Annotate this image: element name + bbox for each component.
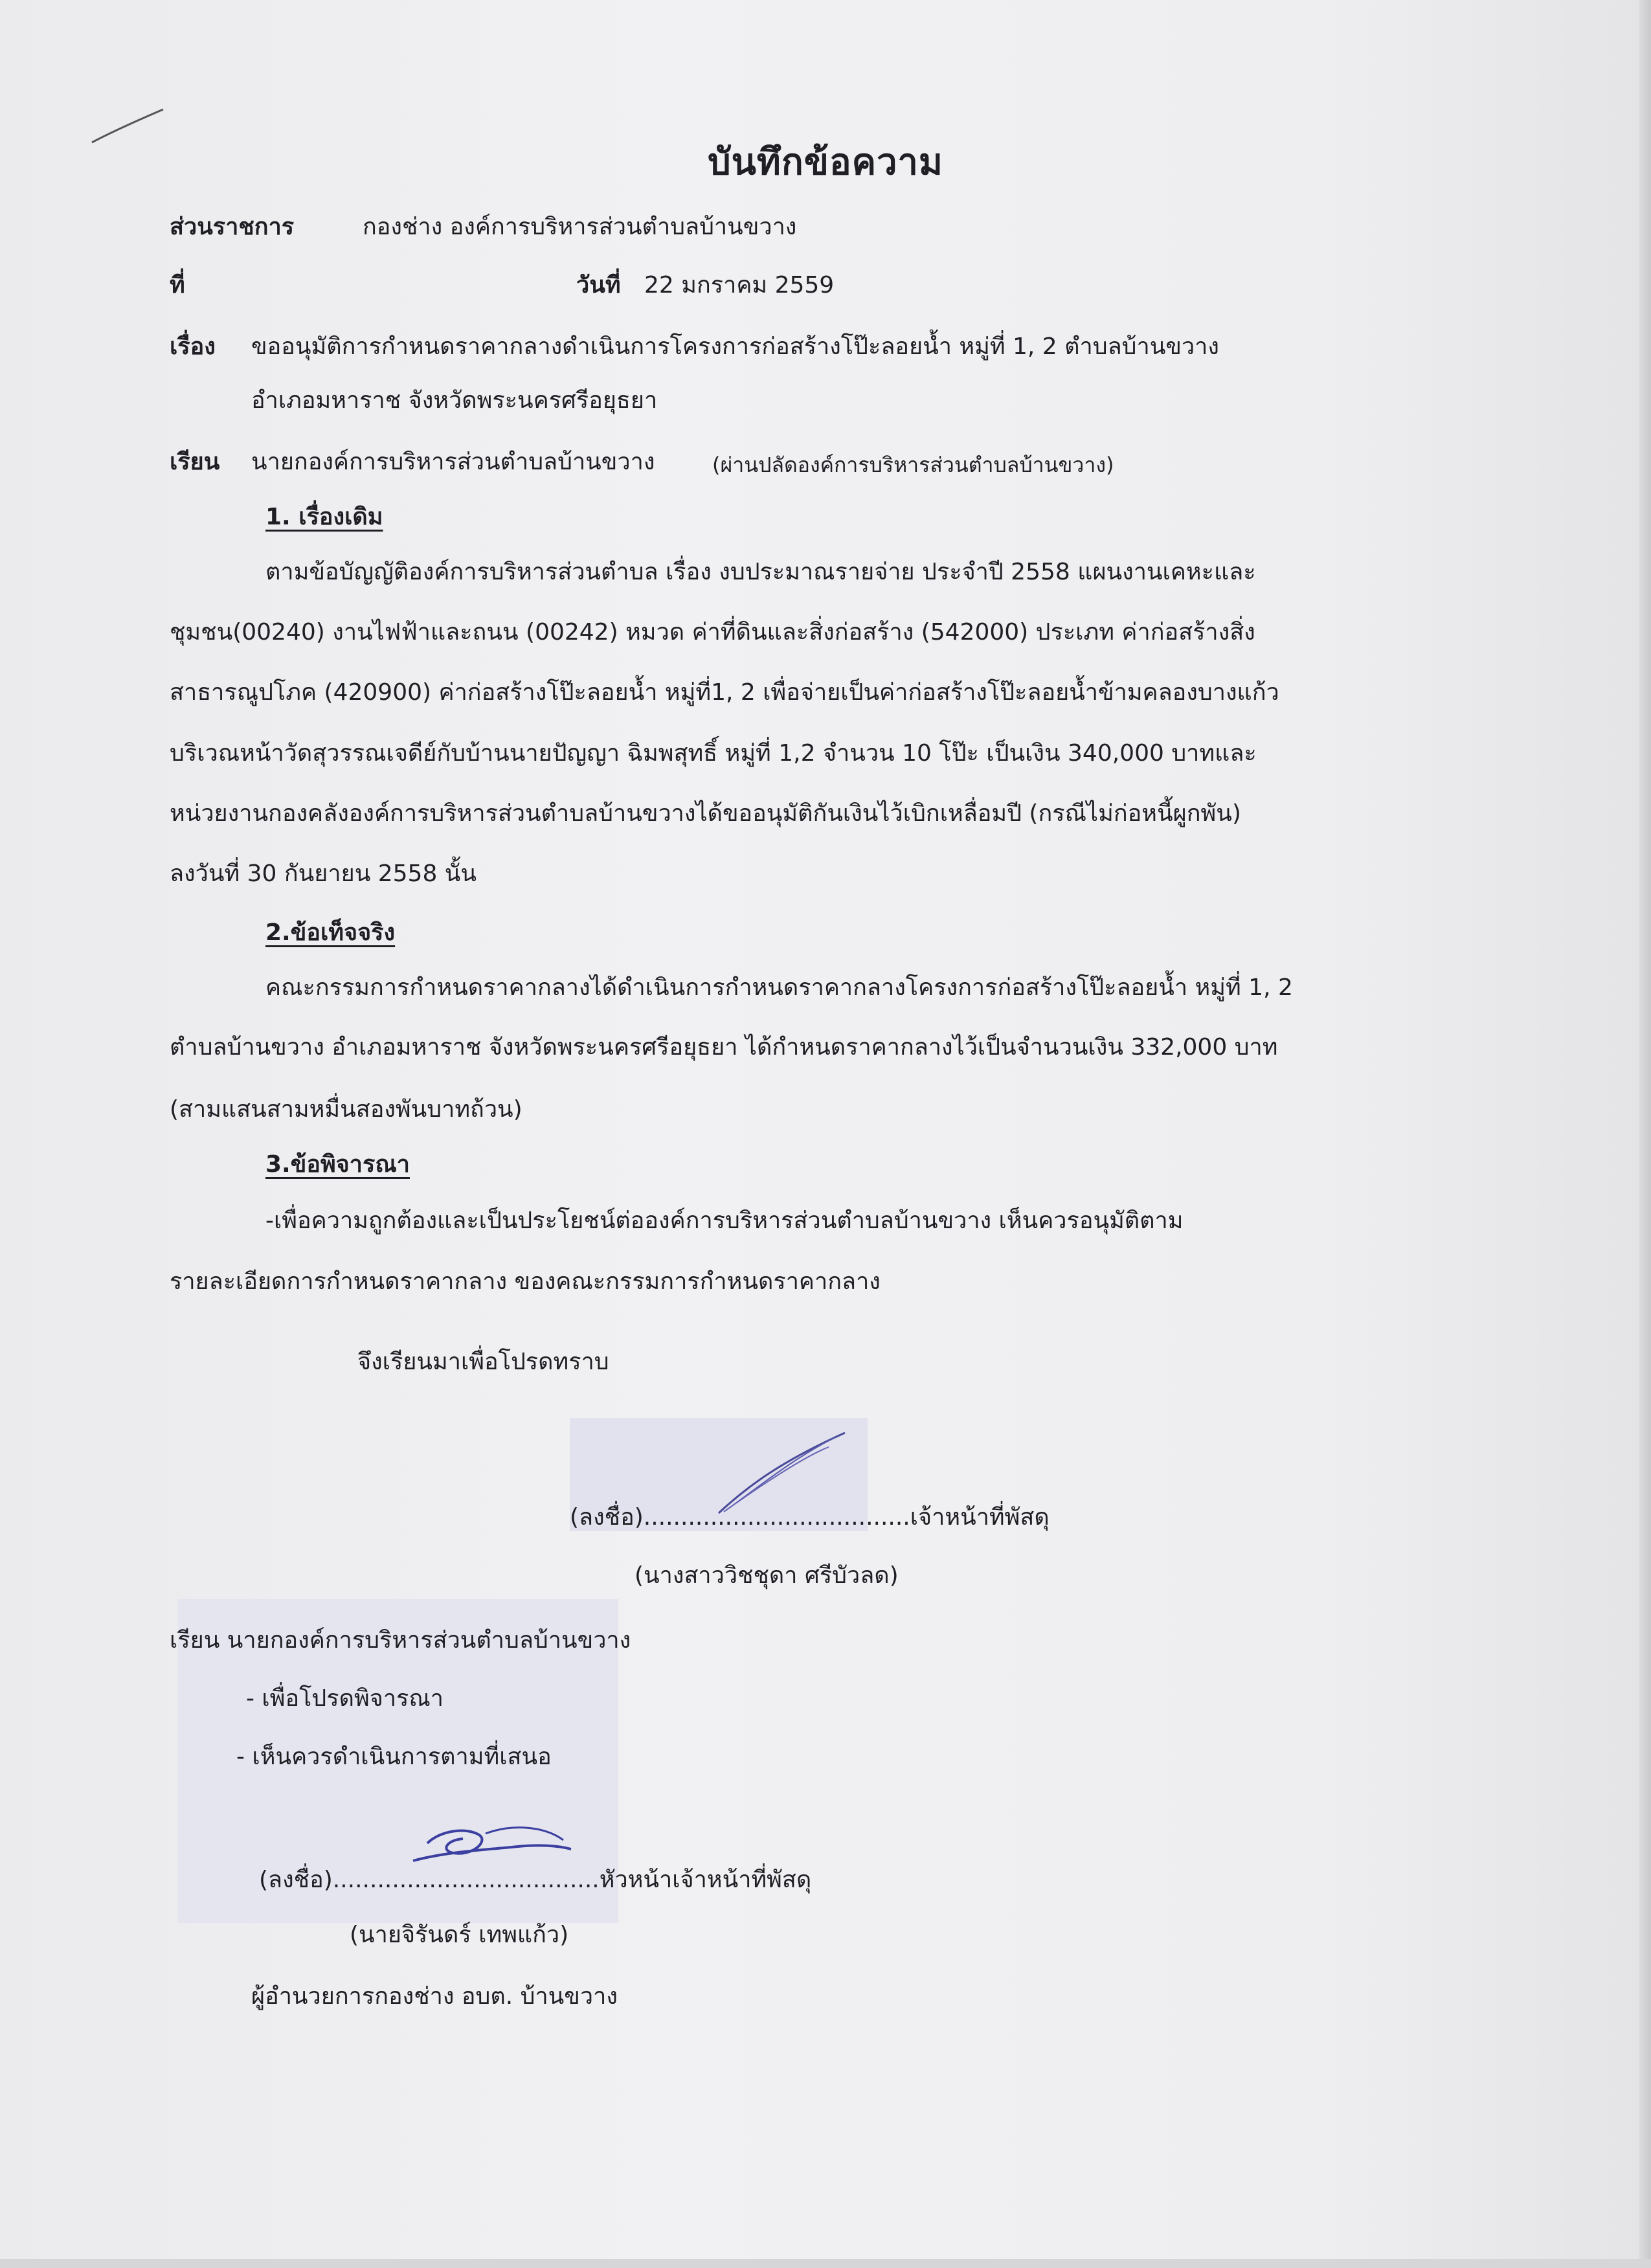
endorsement-item-1: - เพื่อโปรดพิจารณา: [246, 1685, 444, 1712]
scan-edge-right: [1639, 0, 1651, 2268]
signature1-line: (ลงชื่อ)....................................เจ้าหน้าที่พัสดุ: [570, 1504, 1050, 1531]
ref-label: ที่: [170, 272, 185, 298]
signature2-line: (ลงชื่อ)....................................หัวหน้าเจ้าหน้าที่พัสดุ: [259, 1867, 812, 1893]
department-value: กองช่าง องค์การบริหารส่วนตำบลบ้านขวาง: [363, 214, 797, 240]
document-title: บันทึกข้อความ: [708, 141, 943, 183]
subject-label: เรื่อง: [170, 333, 216, 360]
subject-line-2: อำเภอมหาราช จังหวัดพระนครศรีอยุธยา: [251, 387, 658, 414]
section1-line: ตามข้อบัญญัติองค์การบริหารส่วนตำบล เรื่อง งบประมาณรายจ่าย ประจำปี 2558 แผนงานเคหะและ: [265, 559, 1256, 585]
scan-edge-bottom: [0, 2259, 1651, 2268]
department-label: ส่วนราชการ: [170, 214, 295, 240]
endorsement-to: เรียน นายกองค์การบริหารส่วนตำบลบ้านขวาง: [170, 1627, 631, 1654]
section1-line: หน่วยงานกองคลังองค์การบริหารส่วนตำบลบ้านขวางได้ขออนุมัติกันเงินไว้เบิกเหลื่อมปี (กรณีไม่ก่อหนี้ผูกพัน): [170, 800, 1241, 827]
to-via: (ผ่านปลัดองค์การบริหารส่วนตำบลบ้านขวาง): [712, 453, 1114, 477]
section2-heading: 2.ข้อเท็จจริง: [265, 919, 396, 946]
date-value: 22 มกราคม 2559: [644, 272, 835, 298]
section3-line: -เพื่อความถูกต้องและเป็นประโยชน์ต่อองค์การบริหารส่วนตำบลบ้านขวาง เห็นควรอนุมัติตาม: [265, 1207, 1184, 1234]
closing-text: จึงเรียนมาเพื่อโปรดทราบ: [357, 1349, 609, 1375]
signature2-position: ผู้อำนวยการกองช่าง อบต. บ้านขวาง: [251, 1983, 618, 2010]
subject-line-1: ขออนุมัติการกำหนดราคากลางดำเนินการโครงการก่อสร้างโป๊ะลอยน้ำ หมู่ที่ 1, 2 ตำบลบ้านขวาง: [251, 333, 1219, 360]
section1-heading: 1. เรื่องเดิม: [265, 504, 383, 530]
endorsement-item-2: - เห็นควรดำเนินการตามที่เสนอ: [236, 1744, 552, 1770]
section2-line: คณะกรรมการกำหนดราคากลางได้ดำเนินการกำหนดราคากลางโครงการก่อสร้างโป๊ะลอยน้ำ หมู่ที่ 1, 2: [265, 974, 1293, 1001]
to-value: นายกองค์การบริหารส่วนตำบลบ้านขวาง: [251, 449, 655, 475]
signature2-name: (นายจิรันดร์ เทพแก้ว): [350, 1922, 569, 1948]
section1-line: ชุมชน(00240) งานไฟฟ้าและถนน (00242) หมวด ค่าที่ดินและสิ่งก่อสร้าง (542000) ประเภท ค่าก่อสร้างสิ่ง: [170, 619, 1255, 646]
section1-line: สาธารณูปโภค (420900) ค่าก่อสร้างโป๊ะลอยน้ำ หมู่ที่1, 2 เพื่อจ่ายเป็นค่าก่อสร้างโป๊ะลอยน้ำข้ามคลองบางแก้ว: [170, 679, 1279, 706]
date-label: วันที่: [576, 272, 621, 298]
signature1-name: (นางสาววิชชุดา ศรีบัวลด): [635, 1562, 899, 1589]
to-label: เรียน: [170, 449, 220, 475]
section2-line: ตำบลบ้านขวาง อำเภอมหาราช จังหวัดพระนครศรีอยุธยา ได้กำหนดราคากลางไว้เป็นจำนวนเงิน 332,000 บาท: [170, 1034, 1278, 1061]
section1-line: บริเวณหน้าวัดสุวรรณเจดีย์กับบ้านนายปัญญา ฉิมพสุทธิ์ หมู่ที่ 1,2 จำนวน 10 โป๊ะ เป็นเงิน 340,000 บาทและ: [170, 740, 1257, 767]
section2-line: (สามแสนสามหมื่นสองพันบาทถ้วน): [170, 1096, 522, 1123]
section3-heading: 3.ข้อพิจารณา: [265, 1151, 410, 1178]
section3-line: รายละเอียดการกำหนดราคากลาง ของคณะกรรมการกำหนดราคากลาง: [170, 1268, 881, 1295]
section1-line: ลงวันที่ 30 กันยายน 2558 นั้น: [170, 860, 477, 887]
